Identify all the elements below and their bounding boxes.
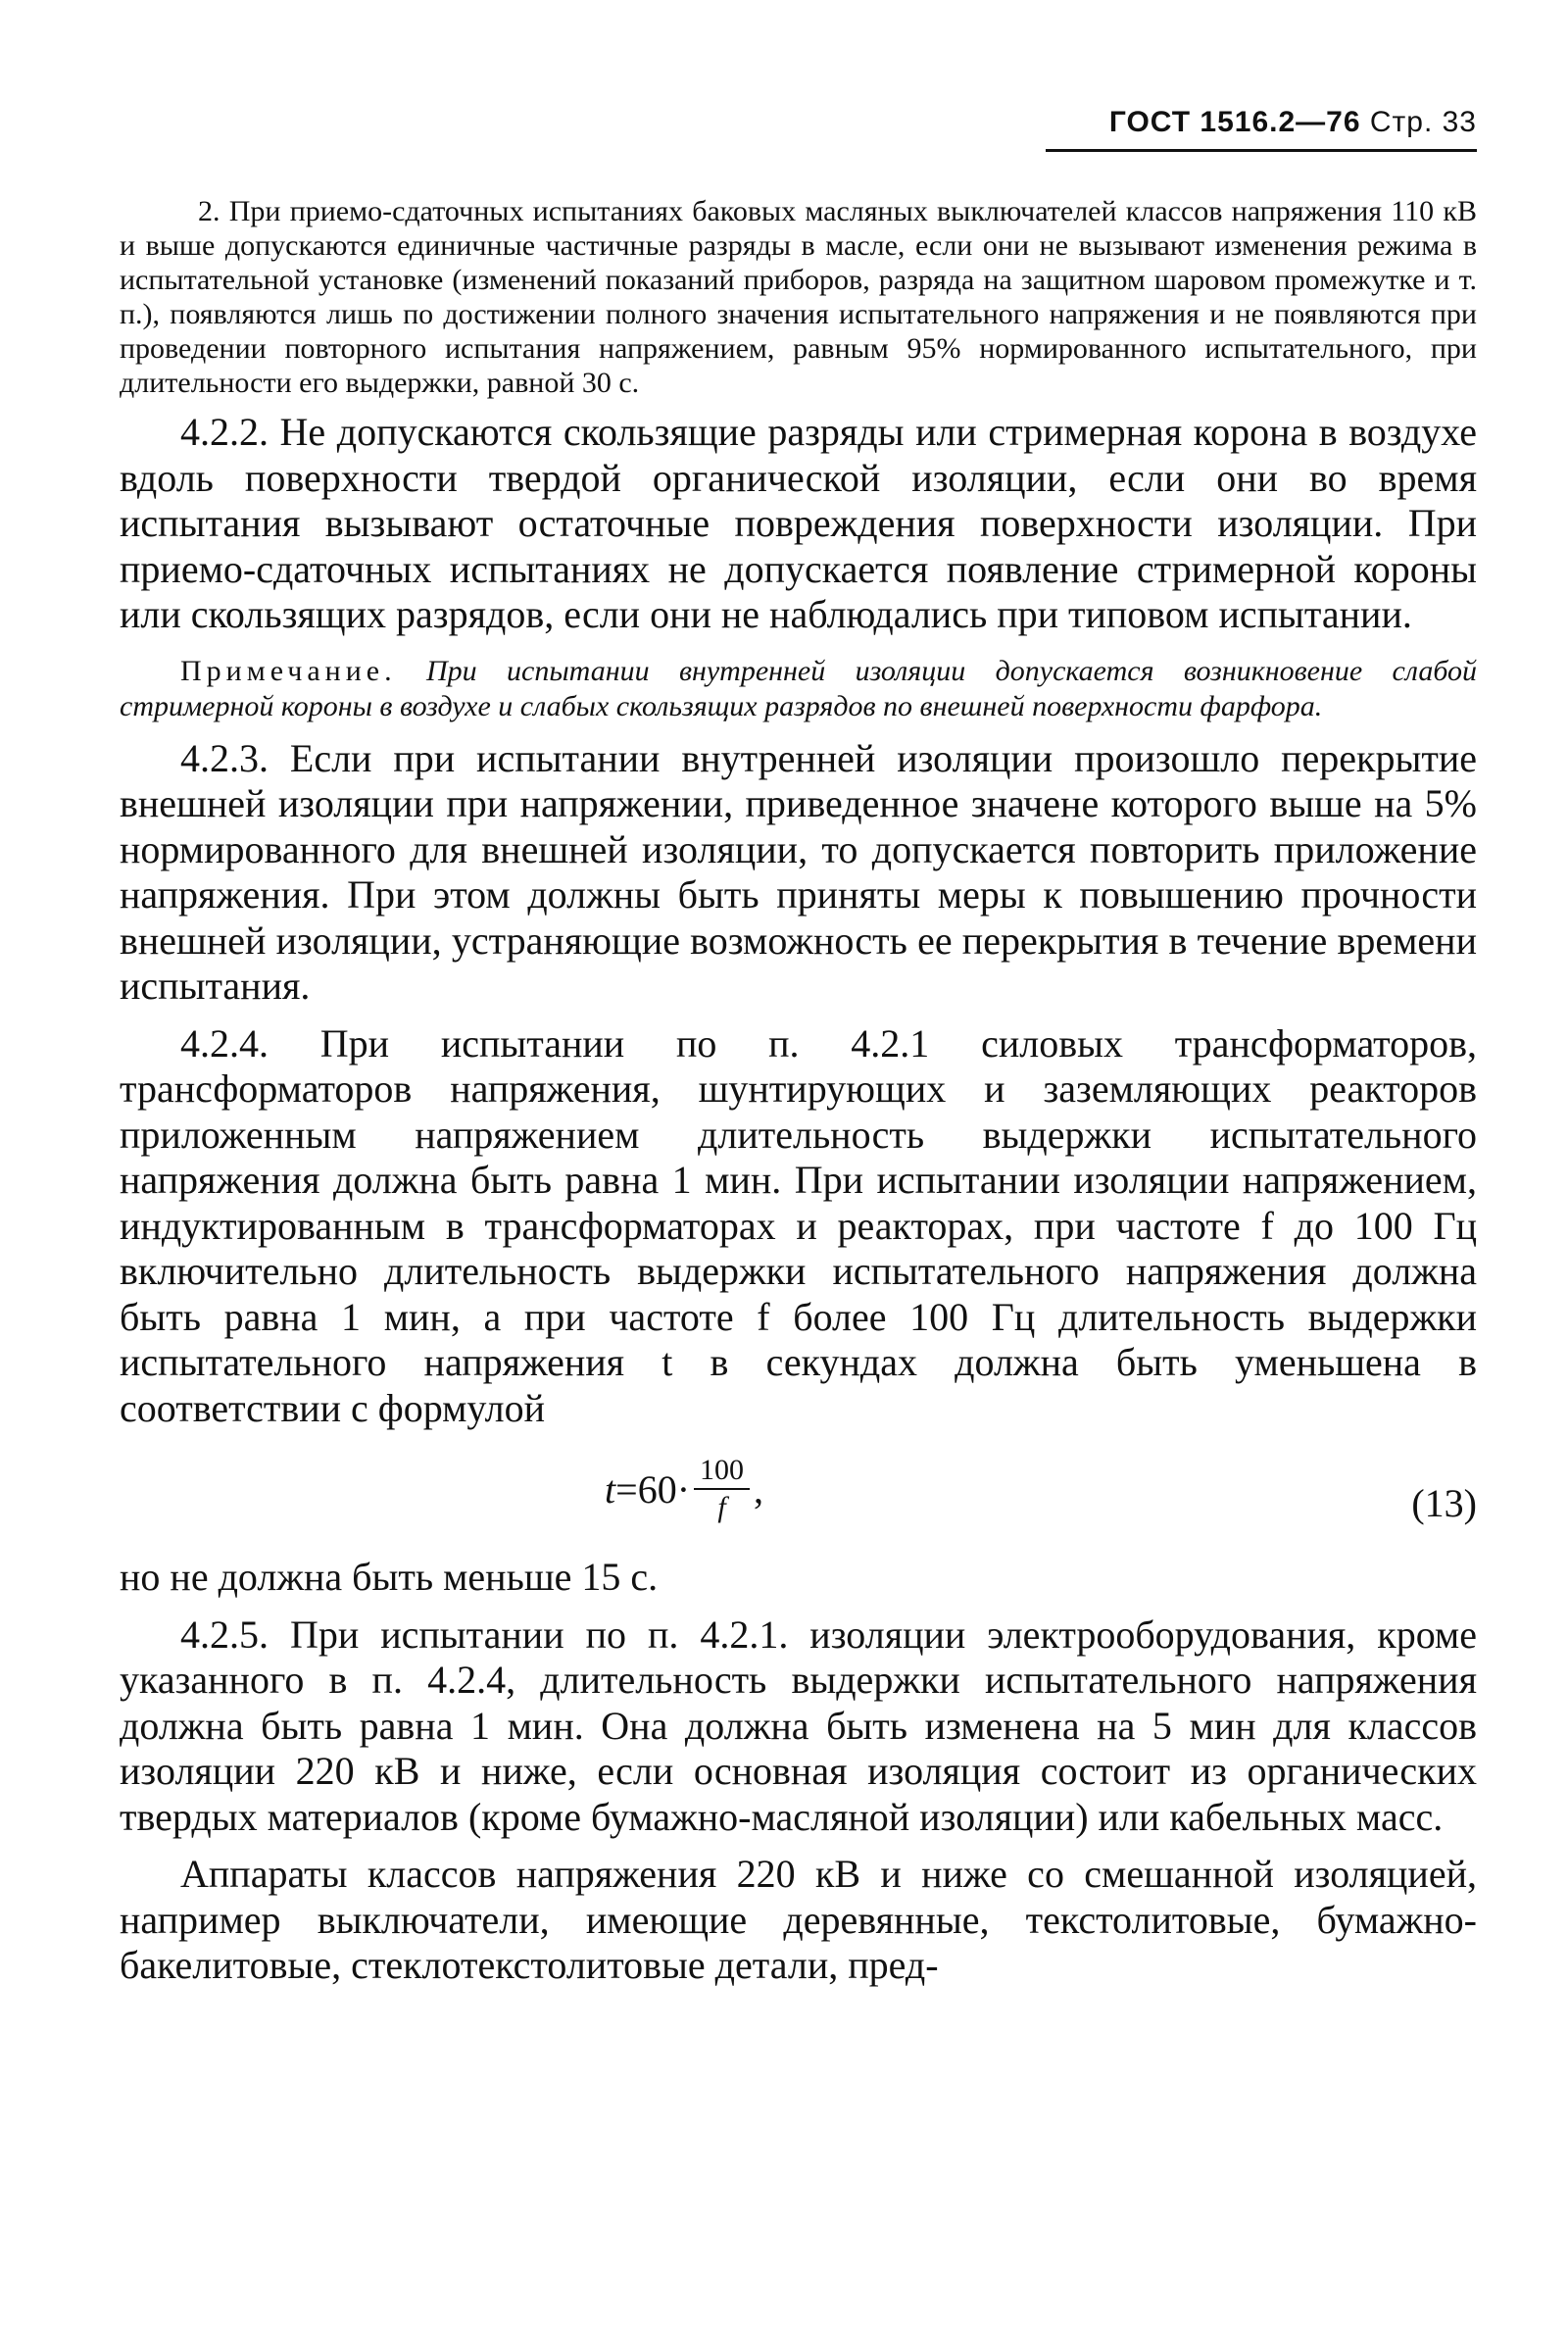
page-header bbox=[1046, 106, 1477, 152]
page-number: Стр. 33 bbox=[1369, 106, 1477, 138]
note-text: При испытании внутренней изоляции допускается возникновение слабой стримерной короны в воздухе и слабых скользящих разрядов по внешней поверхности фарфора. bbox=[120, 654, 1478, 722]
formula-trailing: , bbox=[754, 1466, 764, 1512]
formula-fraction bbox=[694, 1453, 750, 1525]
section-4-2-4: 4.2.4. При испытании по п. 4.2.1 силовых трансформаторов, трансформаторов напряжения, шунтирующих и заземляющих реакторов приложенным напряжением длительность выдержки испытательного напряжения должна быть равна 1 мин. При испытании изоляции напряжением, индуктированным в трансформаторах и реакторах, при частоте f до 100 Гц включительно длительность выдержки испытательного напряжения должна быть равна 1 мин, а при частоте f более 100 Гц длительность выдержки испытательного напряжения t в секундах должна быть уменьшена в соответствии с формулой bbox=[120, 1020, 1477, 1430]
section-4-2-3: 4.2.3. Если при испытании внутренней изоляции произошло перекрытие внешней изоляции при напряжении, приведенное значене которого выше на 5% нормированного для внешней изоляции, то допускается повторить приложение напряжения. При этом должны быть приняты меры к повышению прочности внешней изоляции, устраняющие возможность ее перекрытия в течение времени испытания. bbox=[120, 735, 1477, 1008]
note bbox=[120, 654, 1477, 724]
formula-lhs: t bbox=[605, 1466, 616, 1512]
formula-expression bbox=[605, 1453, 763, 1525]
page-content bbox=[120, 194, 1477, 1989]
formula-equals: = bbox=[615, 1466, 638, 1512]
formula-13 bbox=[120, 1437, 1477, 1555]
formula-numerator: 100 bbox=[694, 1453, 750, 1490]
paragraph-apparatus: Аппараты классов напряжения 220 кВ и ниже со смешанной изоляцией, например выключатели, имеющие деревянные, текстолитовые, бумажно-бакелитовые, стеклотекстолитовые детали, пред- bbox=[120, 1852, 1477, 1987]
formula-denominator: f bbox=[717, 1491, 726, 1523]
paragraph-item-2: 2. При приемо-сдаточных испытаниях баковых масляных выключателей классов напряжения 110 кВ и выше допускаются единичные частичные разряды в масле, если они не вызывают изменения режима в испытательной установке (изменений показаний приборов, разряда на защитном шаровом промежутке и т. п.), появляются лишь по достижении полного значения испытательного напряжения и не появляются при проведении повторного испытания напряжением, равным 95% нормированного испытательного, при длительности его выдержки, равной 30 с. bbox=[120, 195, 1477, 399]
after-formula-text: но не должна быть меньше 15 с. bbox=[120, 1555, 659, 1599]
equation-number: (13) bbox=[1411, 1481, 1477, 1525]
section-4-2-5: 4.2.5. При испытании по п. 4.2.1. изоляции электрооборудования, кроме указанного в п. 4.2.4, длительность выдержки испытательного напряжения должна быть равна 1 мин. Она должна быть изменена на 5 мин для классов изоляции 220 кВ и ниже, если основная изоляция состоит из органических твердых материалов (кроме бумажно-масляной изоляции) или кабельных масс. bbox=[120, 1612, 1477, 1839]
section-4-2-2: 4.2.2. Не допускаются скользящие разряды или стримерная корона в воздухе вдоль поверхности твердой органической изоляции, если они во время испытания вызывают остаточные повреждения поверхности изоляции. При приемо-сдаточных испытаниях не допускается появление стримерной короны или скользящих разрядов, если они не наблюдались при типовом испытании. bbox=[120, 410, 1477, 636]
note-label: Примечание. bbox=[180, 654, 397, 687]
standard-id: ГОСТ 1516.2—76 bbox=[1108, 106, 1361, 138]
formula-coef: 60· bbox=[637, 1466, 691, 1512]
